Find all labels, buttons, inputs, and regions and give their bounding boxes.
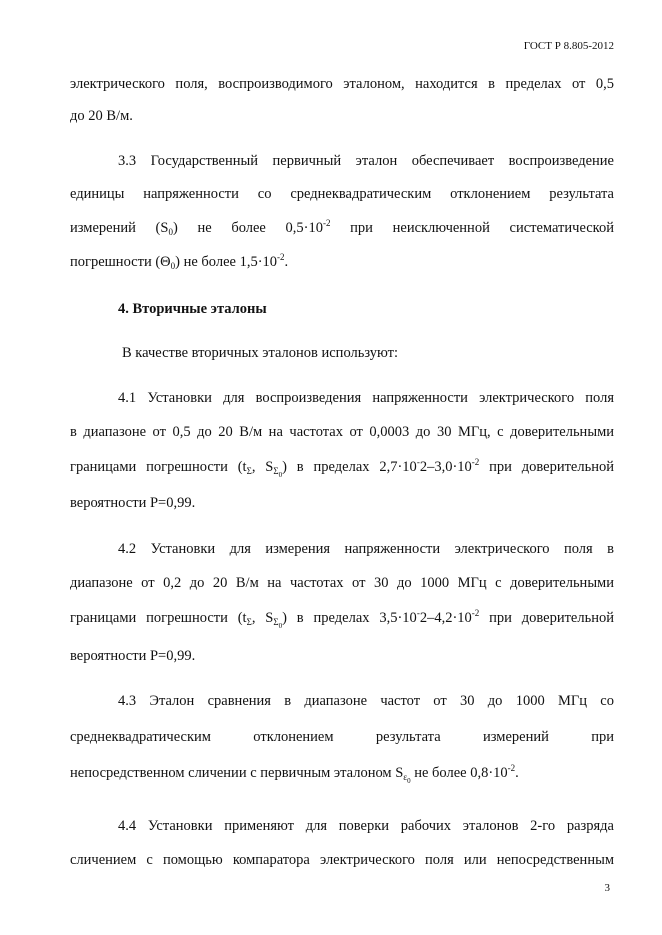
text-line: электрического поля, воспроизводимого эталоном, находится в пределах от 0,5 xyxy=(70,76,614,92)
paragraph-4-4-line: 4.4 Установки применяют для поверки рабочих эталонов 2-го разряда xyxy=(118,818,614,834)
paragraph-4-3-line: 4.3 Эталон сравнения в диапазоне частот от 30 до 1000 МГц со xyxy=(118,693,614,709)
text-line: среднеквадратическим отклонением результата измерений при xyxy=(70,729,614,745)
paragraph-4-2-line: 4.2 Установки для измерения напряженности электрического поля в xyxy=(118,541,614,557)
section-heading: 4. Вторичные эталоны xyxy=(118,301,267,317)
text-line: в диапазоне от 0,5 до 20 В/м на частотах от 0,0003 до 30 МГц, с доверительными xyxy=(70,424,614,440)
text-line: диапазоне от 0,2 до 20 В/м на частотах от 30 до 1000 МГц с доверительными xyxy=(70,575,614,591)
text-line: до 20 В/м. xyxy=(70,108,133,124)
document-header: ГОСТ Р 8.805-2012 xyxy=(523,40,614,52)
text-line: границами погрешности ($t_\Sigma$, $S_{\Sigma_0}$) в пределах $2,7\cdot 10^-2-3,0\cdot 10^{-2}$ при доверительной xyxy=(70,457,614,479)
text-line: вероятности P=0,99. xyxy=(70,648,196,664)
text-line: сличением с помощью компаратора электрического поля или непосредственным xyxy=(70,852,614,868)
text-line: измерений $(S_0)$ не более $0,5\cdot 10^{-2}$ при неисключенной систематической xyxy=(70,218,614,237)
paragraph-4-1-line: 4.1 Установки для воспроизведения напряженности электрического поля xyxy=(118,390,614,406)
intro-line: В качестве вторичных эталонов используют: xyxy=(122,345,399,361)
text-line: непосредственном сличении с первичным эталоном $S_{\varepsilon_0}$ не более $0,8\cdot 10^{-2}$. xyxy=(70,763,519,785)
text-line: погрешности $(\Theta_0)$ не более $1,5\cdot 10^{-2}$. xyxy=(70,252,289,271)
page-number: 3 xyxy=(604,882,610,894)
paragraph-3-3-line: 3.3 Государственный первичный эталон обеспечивает воспроизведение xyxy=(118,153,614,169)
text-line: единицы напряженности со среднеквадратическим отклонением результата xyxy=(70,186,614,202)
text-line: вероятности P=0,99. xyxy=(70,495,196,511)
text-line: границами погрешности ($t_\Sigma$, $S_{\Sigma_0}$) в пределах $3,5\cdot 10^-2-4,2\cdot 10^{-2}$ при доверительной xyxy=(70,608,614,630)
